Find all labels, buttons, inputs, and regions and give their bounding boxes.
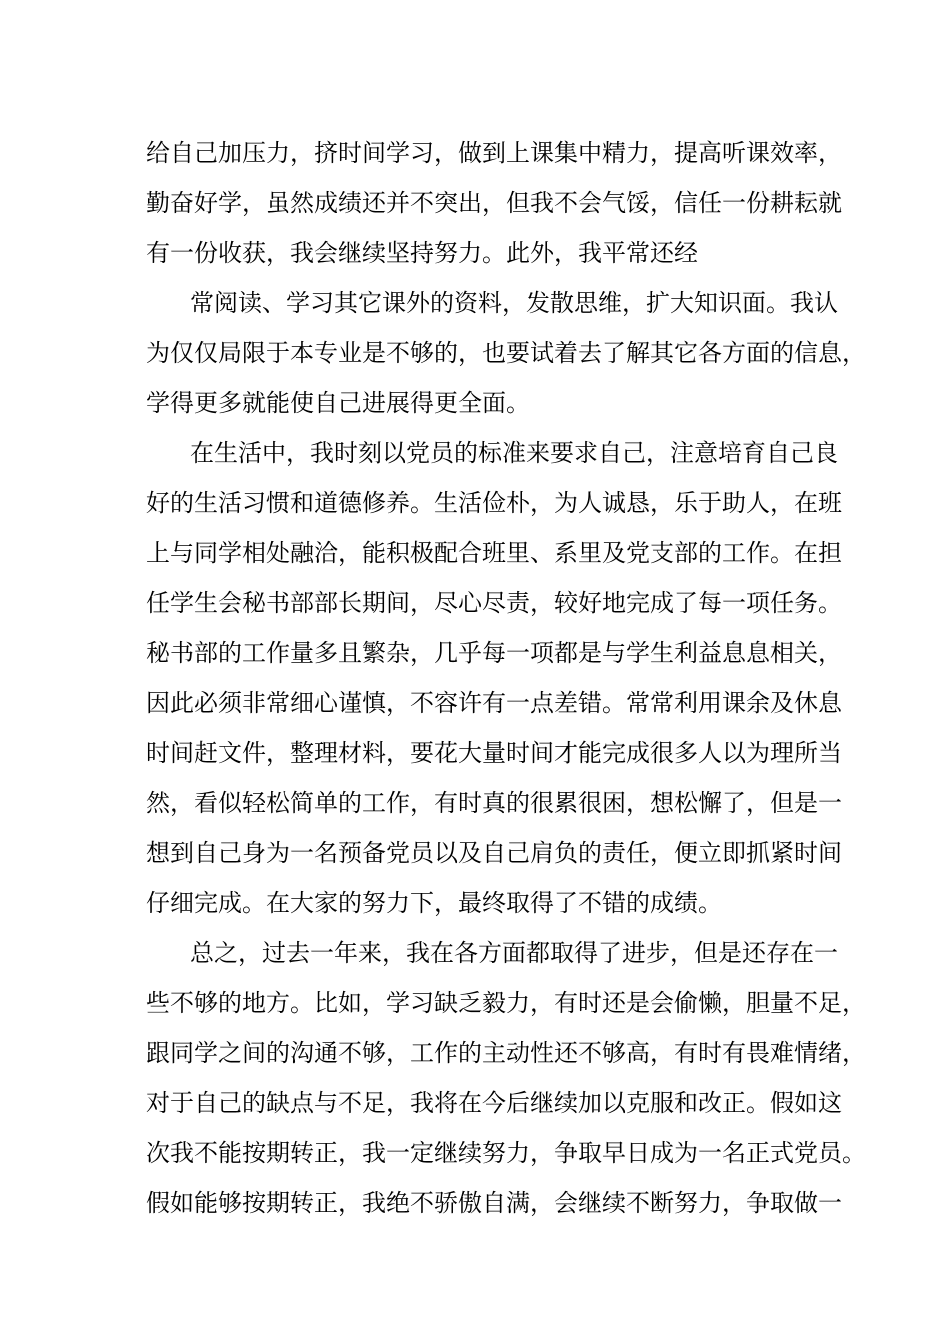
text-line: 给自己加压力，挤时间学习，做到上课集中精力，提高听课效率， — [146, 139, 842, 167]
text-line: 为仅仅局限于本专业是不够的，也要试着去了解其它各方面的信息， — [146, 339, 866, 367]
text-line: 任学生会秘书部部长期间，尽心尽责，较好地完成了每一项任务。 — [146, 589, 842, 617]
text-line: 秘书部的工作量多且繁杂，几乎每一项都是与学生利益息息相关， — [146, 639, 842, 667]
text-line: 跟同学之间的沟通不够，工作的主动性还不够高，有时有畏难情绪， — [146, 1039, 866, 1067]
paragraph-first-line: 在生活中，我时刻以党员的标准来要求自己，注意培育自己良 — [190, 439, 838, 467]
document-body — [146, 128, 866, 1228]
text-line: 学得更多就能使自己进展得更全面。 — [146, 389, 530, 417]
paragraph-first-line: 常阅读、学习其它课外的资料，发散思维，扩大知识面。我认 — [190, 289, 838, 317]
text-line: 对于自己的缺点与不足，我将在今后继续加以克服和改正。假如这 — [146, 1089, 842, 1117]
text-line: 时间赶文件，整理材料，要花大量时间才能完成很多人以为理所当 — [146, 739, 842, 767]
text-line: 次我不能按期转正，我一定继续努力，争取早日成为一名正式党员。 — [146, 1139, 866, 1167]
text-line: 想到自己身为一名预备党员以及自己肩负的责任，便立即抓紧时间 — [146, 839, 842, 867]
text-line: 仔细完成。在大家的努力下，最终取得了不错的成绩。 — [146, 889, 722, 917]
text-line: 假如能够按期转正，我绝不骄傲自满，会继续不断努力，争取做一 — [146, 1189, 842, 1217]
text-line: 有一份收获，我会继续坚持努力。此外，我平常还经 — [146, 239, 698, 267]
paragraph-first-line: 总之，过去一年来，我在各方面都取得了进步，但是还存在一 — [190, 939, 838, 967]
text-line: 勤奋好学，虽然成绩还并不突出，但我不会气馁，信任一份耕耘就 — [146, 189, 842, 217]
text-line: 然，看似轻松简单的工作，有时真的很累很困，想松懈了，但是一 — [146, 789, 842, 817]
text-line: 些不够的地方。比如，学习缺乏毅力，有时还是会偷懒，胆量不足， — [146, 989, 866, 1017]
text-line: 好的生活习惯和道德修养。生活俭朴，为人诚恳，乐于助人，在班 — [146, 489, 842, 517]
text-line: 因此必须非常细心谨慎，不容许有一点差错。常常利用课余及休息 — [146, 689, 842, 717]
text-line: 上与同学相处融洽，能积极配合班里、系里及党支部的工作。在担 — [146, 539, 842, 567]
